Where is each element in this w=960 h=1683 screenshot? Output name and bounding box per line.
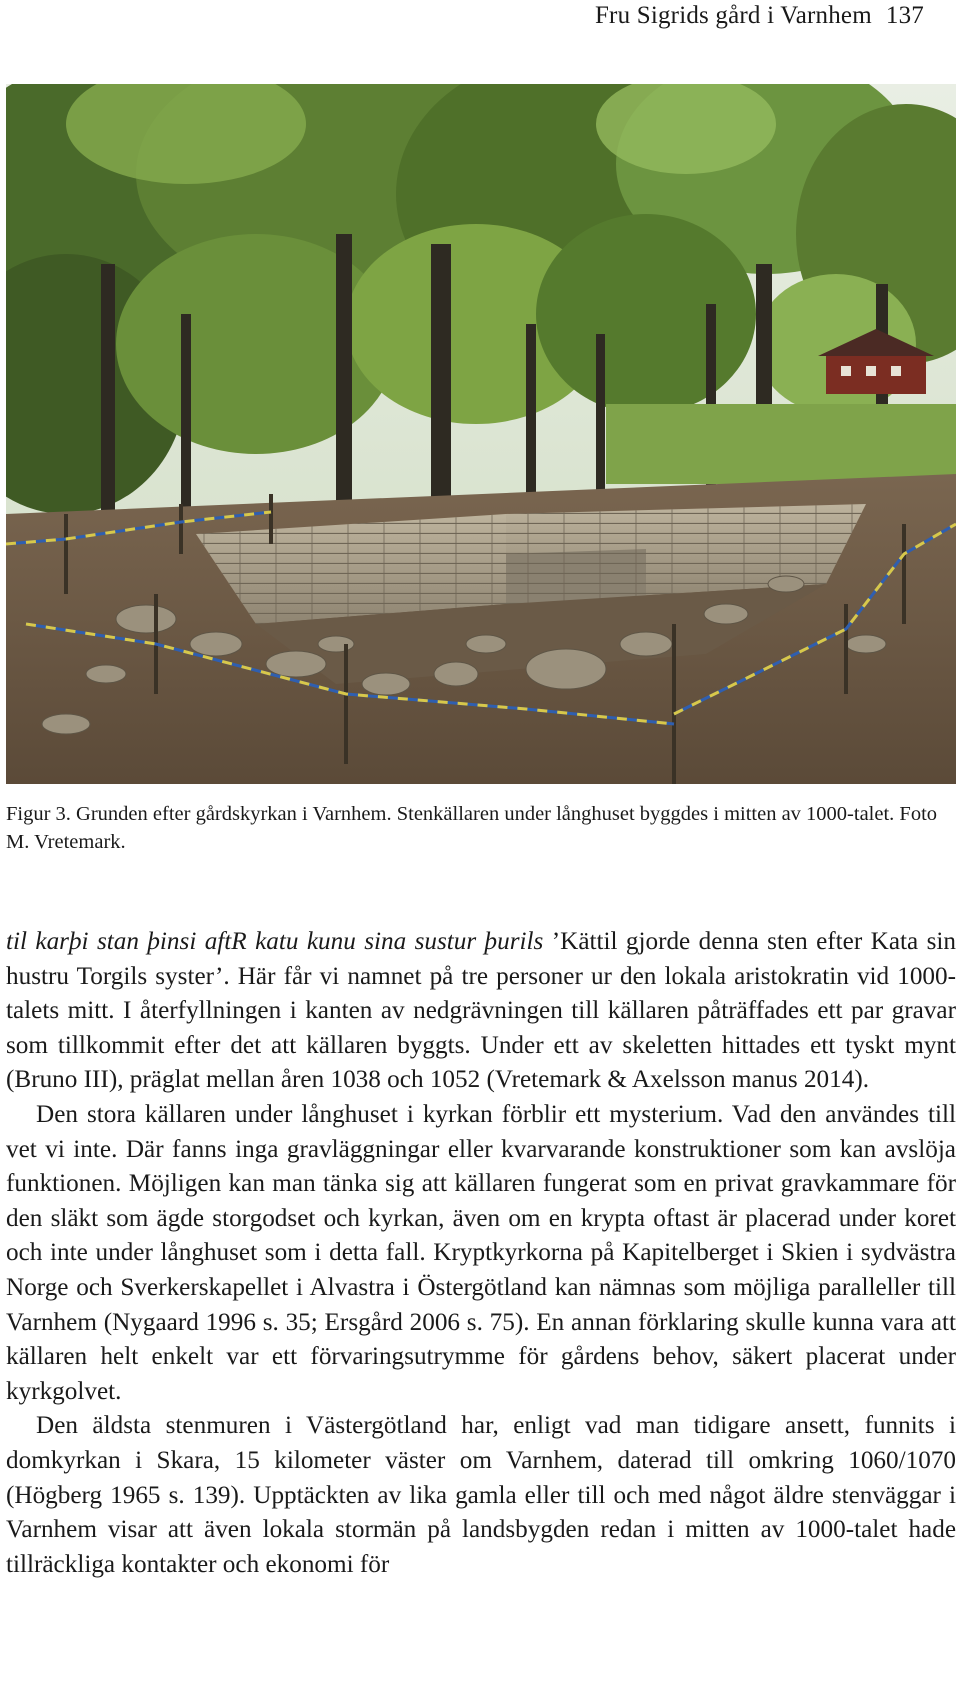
stone-cellar-excavation-photo xyxy=(6,84,956,784)
paragraph-1 xyxy=(6,925,956,1098)
body-text xyxy=(6,925,956,1582)
page-number: 137 xyxy=(885,2,924,29)
figure-caption: Figur 3. Grunden efter gårdskyrkan i Varnhem. Stenkällaren under långhuset byggdes i mitten av 1000-talet. Foto M. Vretemark. xyxy=(6,803,938,853)
paragraph-1-text: ’Kättil gjorde denna sten efter Kata sin hustru Torgils syster’. Här får vi namnet på tre personer ur den lokala aristokratin vid 1000-talets mitt. I återfyllningen i kanten av nedgrävningen till källaren påträffades ett par gravar som tillkommit efter det att källaren byggts. Under ett av skeletten hittades ett tyskt mynt (Bruno III), präglat mellan åren 1038 och 1052 (Vretemark & Axelsson manus 2014). xyxy=(6,928,956,1094)
paragraph-2: Den stora källaren under långhuset i kyrkan förblir ett mysterium. Vad den användes till vet vi inte. Där fanns inga gravläggningar eller kvarvarande konstruktioner som kan avslöja funktionen. Möjligen kan man tänka sig att källaren fungerat som en privat gravkammare för den släkt som ägde storgodset och kyrkan, även om en krypta oftast är placerad under koret och inte under långhuset som i detta fall. Kryptkyrkorna på Kapitelberget i Skien i sydvästra Norge och Sverkerskapellet i Alvastra i Östergötland kan nämnas som möjliga paralleller till Varnhem (Nygaard 1996 s. 35; Ersgård 2006 s. 75). En annan förklaring skulle kunna vara att källaren helt enkelt var ett förvaringsutrymme för gårdens behov, säkert placerat under kyrkgolvet. xyxy=(6,1100,956,1405)
running-header xyxy=(595,2,924,30)
figure-photo xyxy=(6,84,956,784)
running-title: Fru Sigrids gård i Varnhem xyxy=(594,2,872,29)
runic-inscription: til karþi stan þinsi aftR katu kunu sina sustur þurils xyxy=(6,928,544,955)
paragraph-3: Den äldsta stenmuren i Västergötland har, enligt vad man tidigare ansett, funnits i domkyrkan i Skara, 15 kilometer väster om Varnhem, daterad till omkring 1060/1070 (Högberg 1965 s. 139). Upptäckten av lika gamla eller till och med något äldre stenväggar i Varnhem visar att även lokala stormän på landsbygden redan i mitten av 1000-talet hade tillräckliga kontakter och ekonomi för xyxy=(6,1412,956,1578)
